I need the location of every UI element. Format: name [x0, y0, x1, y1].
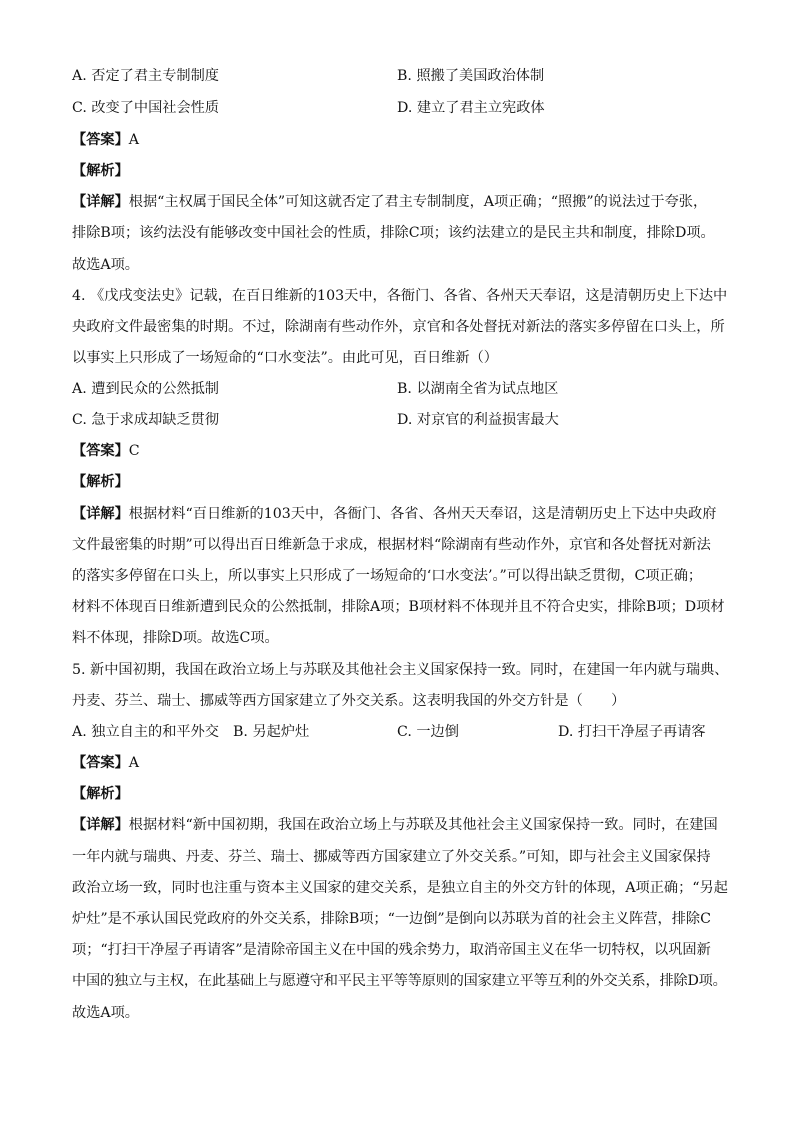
answer-value: A: [128, 132, 140, 148]
q5-option-c: C. 一边倒: [397, 724, 459, 740]
q4-option-b: B. 以湖南全省为试点地区: [397, 381, 559, 397]
q4-option-d: D. 对京官的利益损害最大: [397, 412, 559, 428]
q4-stem-line: 央政府文件最密集的时期。不过，除湖南有些动作外，京官和各处督抚对新法的落实多停留在口头上，所: [72, 319, 725, 335]
q4-detail-line: 【详解】根据材料“百日维新的103天中，各衙门、各省、各州天天奉诏，这是清朝历史上下达中央政府: [72, 506, 717, 522]
q5-stem-line: 丹麦、芬兰、瑞士、挪威等西方国家建立了外交关系。这表明我国的外交方针是（ ）: [72, 693, 626, 709]
q5-option-a: A. 独立自主的和平外交: [72, 724, 219, 740]
detail-label: 【详解】: [72, 194, 129, 210]
q5-detail-line: 【详解】根据材料“新中国初期，我国在政治立场上与苏联及其他社会主义国家保持一致。同时，在建国: [72, 817, 718, 833]
q3-answer: [72, 130, 139, 150]
q5-analysis-label: 【解析】: [72, 786, 129, 802]
q5-detail-line: 项；“打扫干净屋子再请客”是清除帝国主义在中国的残余势力，取消帝国主义在华一切特权，以巩固新: [72, 942, 711, 958]
q5-stem-line: 5. 新中国初期，我国在政治立场上与苏联及其他社会主义国家保持一致。同时，在建国一年内就与瑞典、: [72, 662, 729, 678]
q4-option-a: A. 遭到民众的公然抵制: [72, 381, 219, 397]
q5-detail-line: 炉灶”是不承认国民党政府的外交关系，排除B项；“一边倒”是倒向以苏联为首的社会主义阵营，排除C: [72, 911, 711, 927]
q4-stem-line: 以事实上只形成了一场短命的“口水变法”。由此可见，百日维新（）: [72, 350, 498, 366]
answer-label: 【答案】: [72, 755, 129, 771]
q3-option-a: A. 否定了君主专制制度: [72, 68, 219, 84]
q3-detail-line: 排除B项；该约法没有能够改变中国社会的性质，排除C项；该约法建立的是民主共和制度，排除D项。: [72, 225, 715, 241]
q5-detail-line: 中国的独立与主权，在此基础上与愿遵守和平民主平等等原则的国家建立平等互利的外交关系，排除D项。: [72, 973, 727, 989]
q4-detail-line: 文件最密集的时期”可以得出百日维新急于求成，根据材料“除湖南有些动作外，京官和各处督抚对新法: [72, 537, 711, 553]
detail-label: 【详解】: [72, 817, 129, 833]
q3-option-d: D. 建立了君主立宪政体: [397, 100, 545, 116]
q4-detail-line: 的落实多停留在口头上，所以事实上只形成了一场短命的‘口水变法’。”可以得出缺乏贯彻，C项正确；: [72, 568, 703, 584]
q4-answer: [72, 441, 140, 461]
answer-value: A: [128, 755, 140, 771]
q3-detail-line: 故选A项。: [72, 257, 139, 273]
q5-answer: [72, 753, 139, 773]
q5-detail-line: 故选A项。: [72, 1005, 139, 1021]
q5-option-b: B. 另起炉灶: [233, 724, 310, 740]
answer-label: 【答案】: [72, 443, 129, 459]
q4-analysis-label: 【解析】: [72, 474, 129, 490]
q3-analysis-label: 【解析】: [72, 163, 129, 179]
q3-option-c: C. 改变了中国社会性质: [72, 100, 220, 116]
detail-label: 【详解】: [72, 506, 129, 522]
q3-detail-line: 【详解】根据“主权属于国民全体”可知这就否定了君主专制制度，A项正确；“照搬”的说法过于夸张，: [72, 194, 708, 210]
q4-detail-line: 料不体现，排除D项。故选C项。: [72, 630, 279, 646]
answer-value: C: [128, 443, 140, 459]
q5-detail-line: 政治立场一致，同时也注重与资本主义国家的建交关系，是独立自主的外交方针的体现，A项正确；“另起: [72, 880, 728, 896]
q5-option-d: D. 打扫干净屋子再请客: [558, 724, 706, 740]
answer-label: 【答案】: [72, 132, 129, 148]
q4-detail-line: 材料不体现百日维新遭到民众的公然抵制，排除A项；B项材料不体现并且不符合史实，排除B项；D项材: [72, 599, 725, 615]
q4-stem-line: 4. 《戊戌变法史》记载，在百日维新的103天中，各衙门、各省、各州天天奉诏，这是清朝历史上下达中: [72, 288, 728, 304]
q5-detail-line: 一年内就与瑞典、丹麦、芬兰、瑞士、挪威等西方国家建立了外交关系。”可知，即与社会主义国家保持: [72, 849, 711, 865]
q3-option-b: B. 照搬了美国政治体制: [397, 68, 545, 84]
q4-option-c: C. 急于求成却缺乏贯彻: [72, 412, 220, 428]
